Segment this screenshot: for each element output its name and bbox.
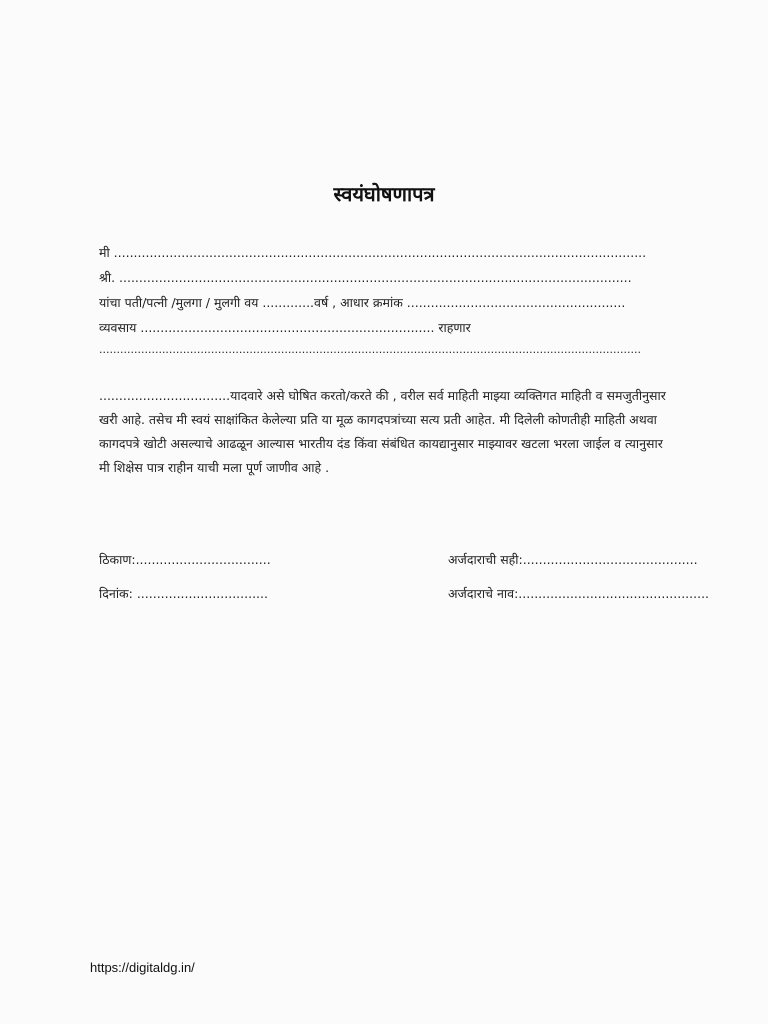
relation-age-aadhaar-line: यांचा पती/पत्नी /मुलगा / मुलगी वय .............वर्ष , आधार क्रमांक ....................................................... (99, 295, 626, 310)
applicant-signature-field: अर्जदाराची सही:............................................ (448, 552, 698, 567)
place-field: ठिकाण:.................................. (99, 552, 271, 567)
date-field: दिनांक: ................................. (99, 586, 268, 601)
applicant-name-field: अर्जदाराचे नाव:................................................ (448, 586, 710, 601)
name-line: मी ...................................................................................................................................... (99, 245, 647, 260)
document-title: स्वयंघोषणापत्र (333, 182, 435, 206)
occupation-residence-line: व्यवसाय .......................................................................... राहणार (99, 320, 471, 335)
source-url: https://digitaldg.in/ (90, 960, 195, 975)
declaration-paragraph: .................................यादवारे असे घोषित करतो/करते की , वरील सर्व माहिती माझ्या व्यक्तिगत माहिती व समजुतीनुसार खरी आहे. तसेच मी स्वयं साक्षांकित केलेल्या प्रति या मूळ कागदपत्रांच्या सत्य प्रती आहेत. मी दिलेली कोणतीही माहिती अथवा कागदपत्रे खोटी असल्याचे आढळून आल्यास भारतीय दंड किंवा संबंधित कायद्यानुसार माझ्यावर खटला भरला जाईल व त्यानुसार मी शिक्षेस पात्र राहीन याची मला पूर्ण जाणीव आहे . (99, 388, 666, 475)
shri-line: श्री. ................................................................................................................................. (99, 270, 632, 285)
address-blank-line: ........................................................................................................................................................... (99, 343, 641, 356)
